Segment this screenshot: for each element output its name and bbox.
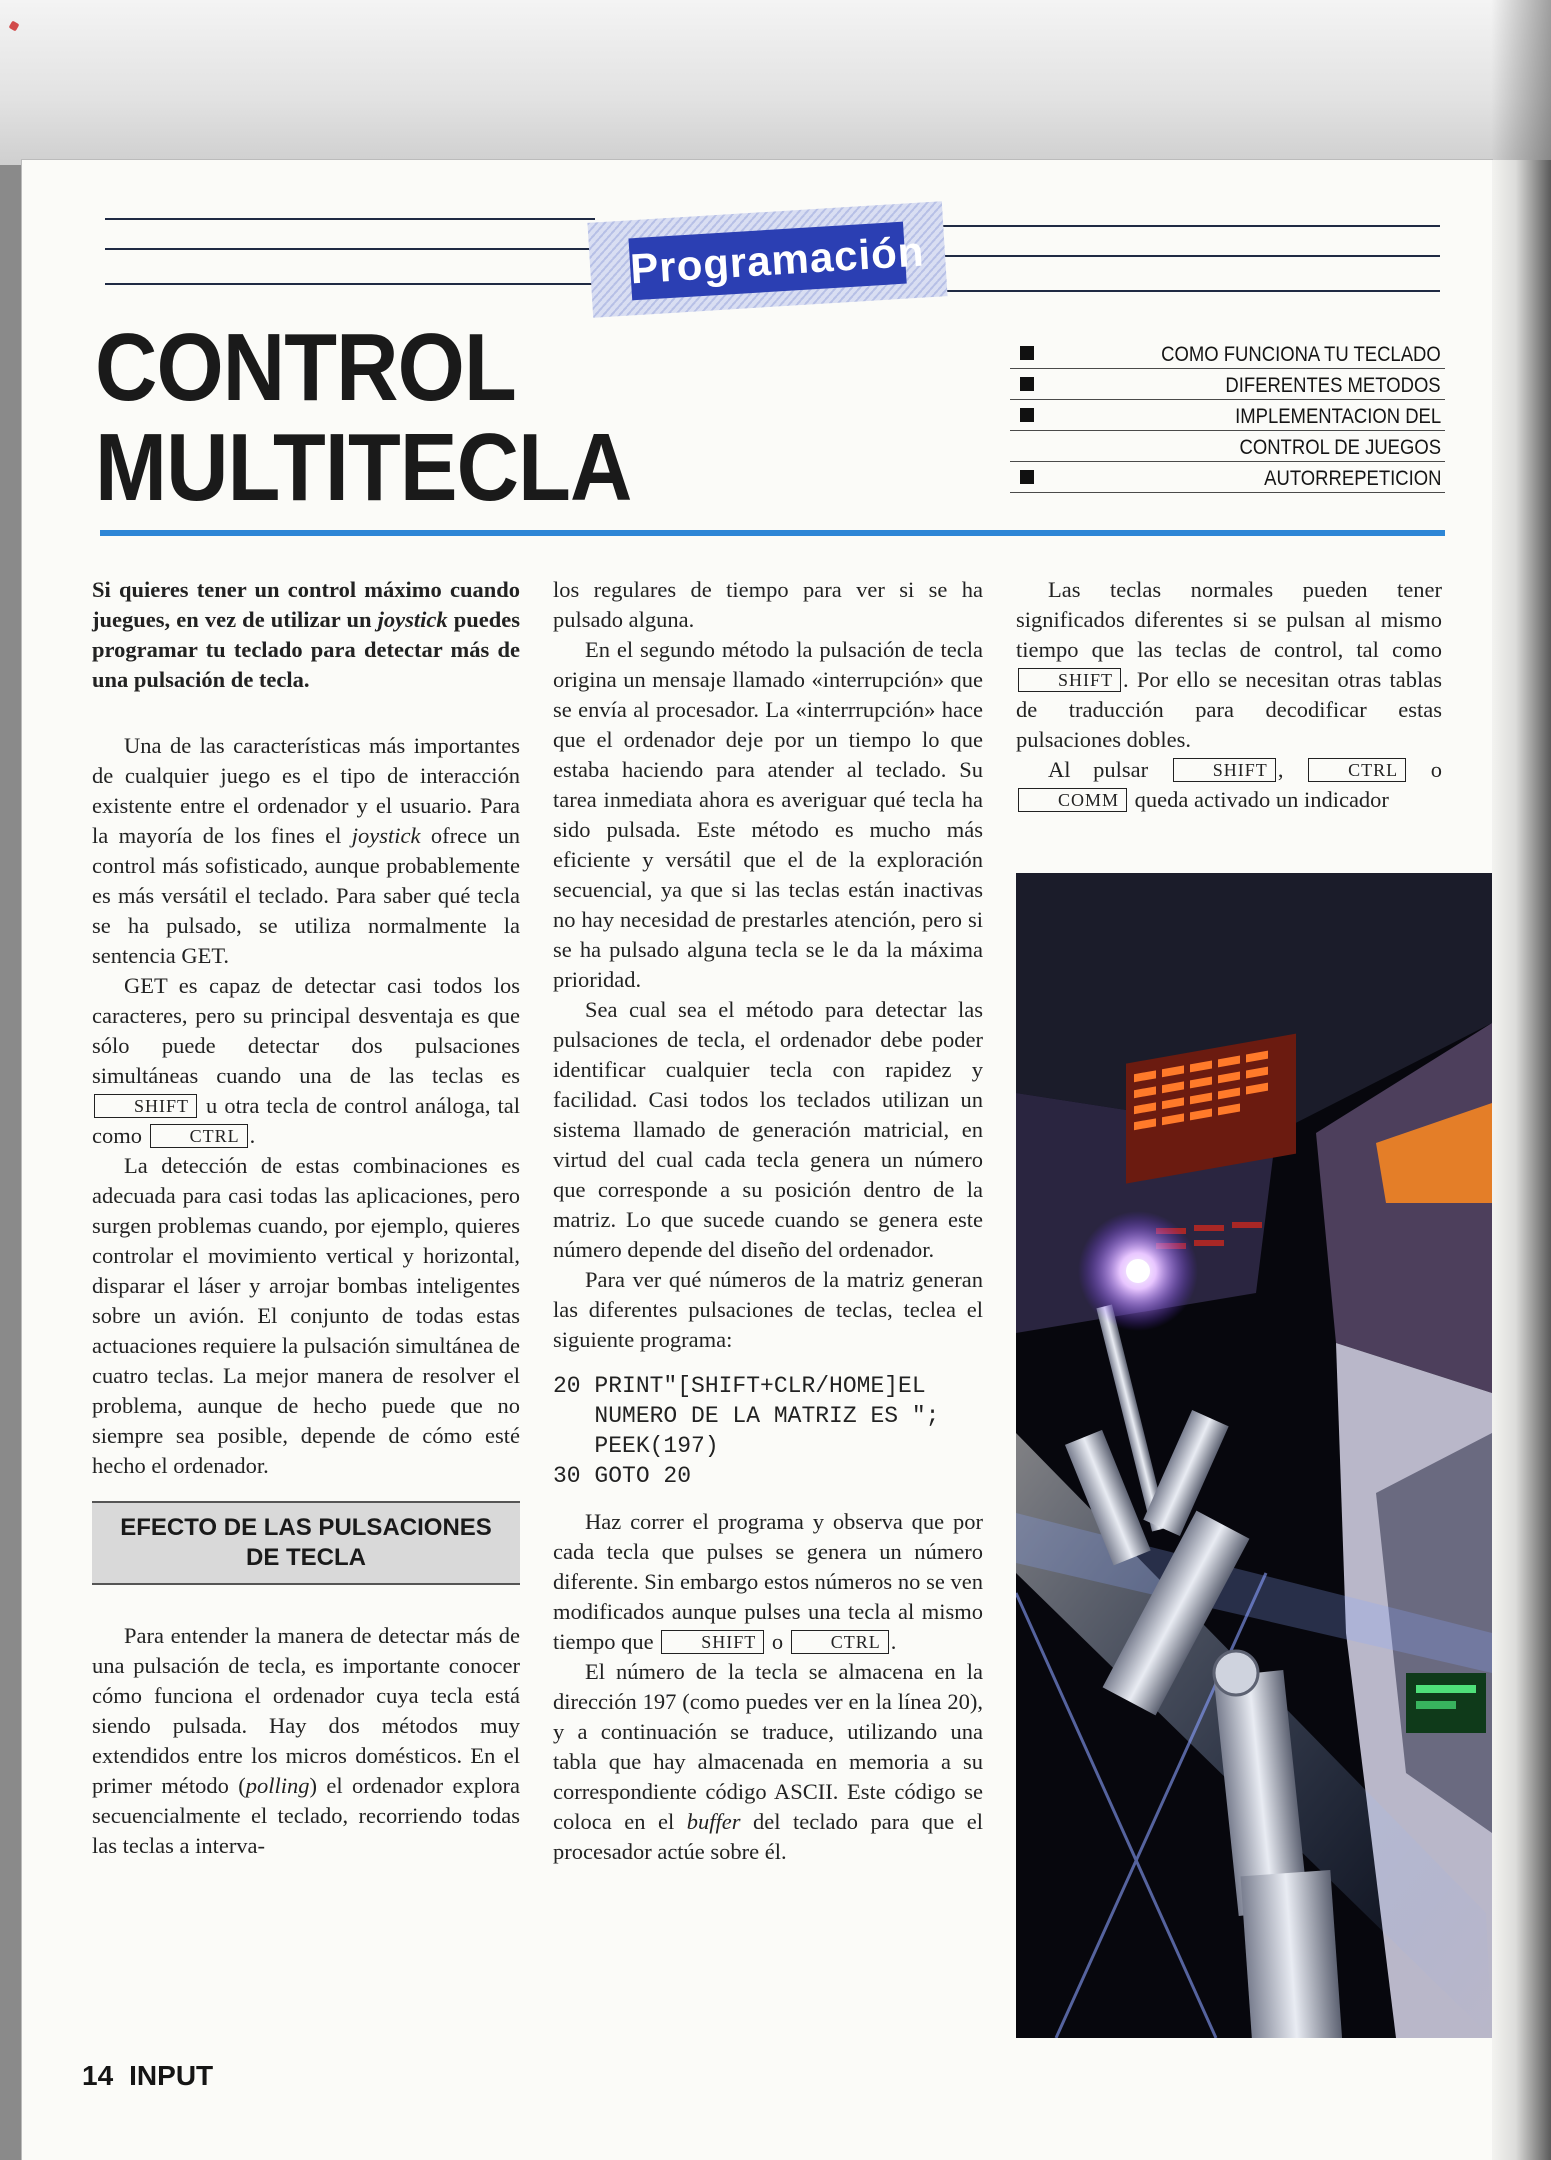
page-number: 14 (82, 2060, 114, 2091)
paragraph: Las teclas normales pueden tener significados diferentes si se pulsan al mismo tiempo que las teclas de control, tal como SHIFT . Por ello se necesitan otras tablas de traducción para decodificar estas pulsaciones dobles. (1016, 577, 1442, 752)
column-1 (92, 575, 520, 1861)
header-rule (930, 225, 1440, 227)
sci-fi-robot-arm-illustration (1016, 873, 1492, 2038)
comm-key: COMM (1018, 788, 1127, 812)
contents-item: CONTROL DE JUEGOS (1010, 431, 1445, 462)
ctrl-key: CTRL (150, 1124, 248, 1148)
paragraph: Para entender la manera de detectar más de una pulsación de tecla, es importante conocer cómo funciona el ordenador cuya tecla está siendo pulsada. Hay dos métodos muy extendidos entre los micros domésticos. En el primer método (polling) el ordenador explora secuencialmente el teclado, recorriendo todas las teclas a interva- (92, 1623, 520, 1858)
shift-key: SHIFT (661, 1630, 764, 1654)
ctrl-key: CTRL (791, 1630, 889, 1654)
ctrl-key: CTRL (1308, 758, 1406, 782)
header-rule (930, 255, 1440, 257)
paragraph: El número de la tecla se almacena en la dirección 197 (como puedes ver en la línea 20), y a continuación se traduce, utilizando una tabla que hay almacenada en memoria a su correspondiente código ASCII. Este código se coloca en el buffer del teclado para que el procesador actúe sobre él. (553, 1659, 983, 1864)
column-2 (553, 575, 983, 1867)
section-badge-label: Programación (628, 222, 906, 301)
contents-item: AUTORREPETICION (1010, 462, 1445, 493)
bullet-icon (1020, 470, 1034, 484)
shift-key: SHIFT (94, 1094, 197, 1118)
title-line-1: CONTROL (95, 314, 516, 421)
shift-key: SHIFT (1018, 668, 1121, 692)
article-title (95, 314, 632, 521)
paragraph: GET es capaz de detectar casi todos los caracteres, pero su principal desventaja es que sólo puede detectar dos pulsaciones simultáneas cuando una de las teclas es SHIFT u otra tecla de control análoga, tal como CTRL . (92, 973, 520, 1148)
column-3 (1016, 575, 1442, 815)
subheading-box: EFECTO DE LAS PULSACIONES DE TECLA (92, 1501, 520, 1585)
bullet-icon (1020, 377, 1034, 391)
paragraph: Para ver qué números de la matriz generan las diferentes pulsaciones de teclas, teclea el siguiente programa: (553, 1267, 983, 1352)
paragraph: La detección de estas combinaciones es adecuada para casi todas las aplicaciones, pero surgen problemas cuando, por ejemplo, quieres controlar el movimiento vertical y horizontal, disparar el láser y arrojar bombas inteligentes sobre un avión. El conjunto de todas estas actuaciones requiere la pulsación simultánea de cuatro teclas. La mejor manera de resolver el problema, aunque de hecho puede que no siempre sea posible, depende de cómo esté hecho el ordenador. (92, 1153, 520, 1478)
paragraph: Al pulsar SHIFT , CTRL o COMM queda activado un indicador (1016, 755, 1442, 815)
header-rule (105, 218, 595, 220)
bullet-icon (1020, 408, 1034, 422)
contents-list (1010, 338, 1445, 493)
paragraph: En el segundo método la pulsación de tecla origina un mensaje llamado «interrupción» que se envía al procesador. La «interrrupción» hace que el ordenador deje por un tiempo lo que estaba haciendo para atender al teclado. Su tarea inmediata ahora es averiguar qué tecla ha sido pulsada. Este método es mucho más eficiente y versátil que el de la exploración secuencial, ya que si las teclas están inactivas no hay necesidad de prestarles atención, pero si se ha pulsado alguna tecla se le da la máxima prioridad. (553, 637, 983, 992)
shift-key: SHIFT (1173, 758, 1276, 782)
bullet-icon (1020, 346, 1034, 360)
contents-item: DIFERENTES METODOS (1010, 369, 1445, 400)
scan-background (0, 0, 1551, 165)
header-rule (105, 248, 595, 250)
header-rule (105, 283, 595, 285)
contents-item: IMPLEMENTACION DEL (1010, 400, 1445, 431)
paragraph: los regulares de tiempo para ver si se ha pulsado alguna. (553, 577, 983, 632)
code-listing: 20 PRINT"[SHIFT+CLR/HOME]EL NUMERO DE LA MATRIZ ES "; PEEK(197) 30 GOTO 20 (553, 1373, 940, 1489)
intro-paragraph: Si quieres tener un control máximo cuando juegues, en vez de utilizar un joystick puedes programar tu teclado para detectar más de una pulsación de tecla. (92, 577, 520, 692)
page-edge-shadow (1492, 160, 1551, 2160)
title-line-2: MULTITECLA (95, 414, 632, 521)
title-divider (100, 530, 1445, 536)
magazine-name: INPUT (129, 2060, 214, 2091)
paragraph: Una de las características más importantes de cualquier juego es el tipo de interacción existente entre el ordenador y el usuario. Para la mayoría de los fines el joystick ofrece un control más sofisticado, aunque probablemente es más versátil el teclado. Para saber qué tecla se ha pulsado, se utiliza normalmente la sentencia GET. (92, 733, 520, 968)
illustration-svg (1016, 873, 1492, 2038)
contents-item: COMO FUNCIONA TU TECLADO (1010, 338, 1445, 369)
paragraph: Sea cual sea el método para detectar las pulsaciones de tecla, el ordenador debe poder identificar cualquier tecla con rapidez y facilidad. Casi todos los teclados utilizan un sistema llamado de generación matricial, en virtud del cual cada tecla genera un número que corresponde a su posición dentro de la matriz. Lo que sucede cuando se genera este número depende del diseño del ordenador. (553, 997, 983, 1262)
page-footer (82, 2060, 229, 2092)
paragraph: Haz correr el programa y observa que por cada tecla que pulses se genera un número diferente. Sin embargo estos números no se ven modificados aunque pulses una tecla al mismo tiempo que SHIFT o CTRL . (553, 1509, 983, 1654)
header-rule (930, 290, 1440, 292)
